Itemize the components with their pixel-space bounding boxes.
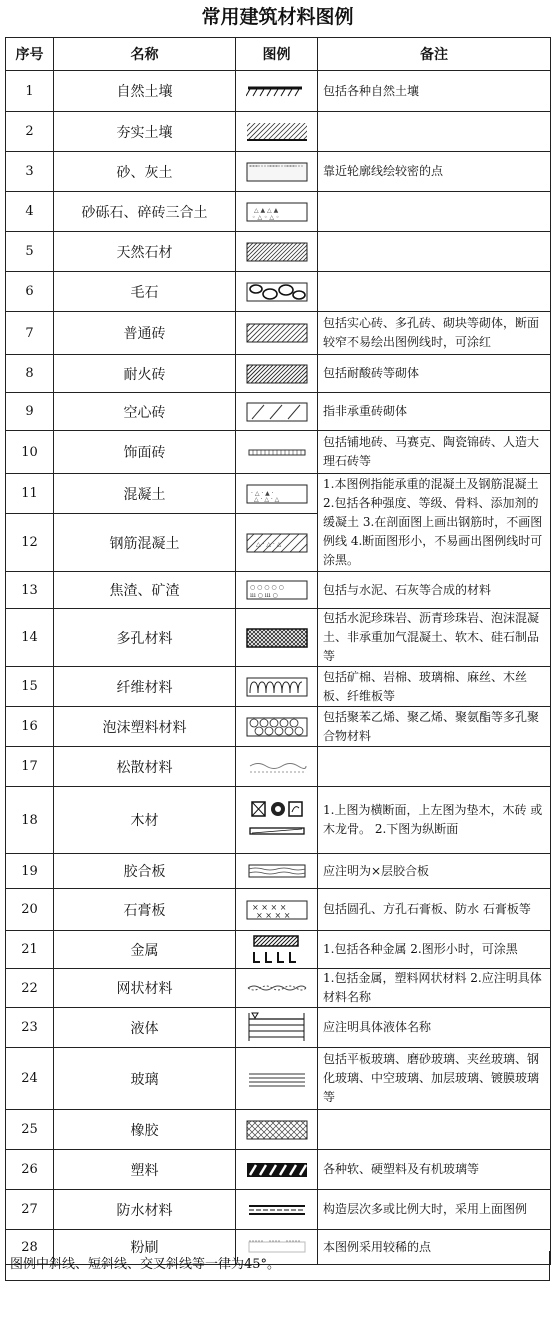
legend-swatch xyxy=(236,272,318,312)
table-row xyxy=(6,1150,551,1190)
remark: 本图例采用较稀的点 xyxy=(318,1230,551,1265)
legend-swatch xyxy=(236,854,318,889)
row-number: 7 xyxy=(6,312,54,355)
row-number: 11 xyxy=(6,474,54,514)
table-row xyxy=(6,787,551,854)
svg-text:◦ △ ◦ △ ◦: ◦ △ ◦ △ ◦ xyxy=(251,213,279,221)
remark: 1.上图为横断面，上左图为垫木，木砖 或木龙骨。 2.下图为纵断面 xyxy=(318,787,551,854)
material-name: 网状材料 xyxy=(54,969,236,1008)
material-name: 木材 xyxy=(54,787,236,854)
remark: 包括聚苯乙烯、聚乙烯、聚氨酯等多孔聚合物材料 xyxy=(318,707,551,747)
table-row xyxy=(6,572,551,609)
row-number: 18 xyxy=(6,787,54,854)
remark xyxy=(318,747,551,787)
table-row xyxy=(6,71,551,112)
table-row xyxy=(6,232,551,272)
remark: 包括铺地砖、马赛克、陶瓷锦砖、人造大理石砖等 xyxy=(318,431,551,474)
table-row xyxy=(6,474,551,514)
remark: 应注明为×层胶合板 xyxy=(318,854,551,889)
table-row xyxy=(6,1110,551,1150)
rconcrete-swatch xyxy=(246,533,308,553)
table-row xyxy=(6,1048,551,1110)
rubber-swatch xyxy=(246,1120,308,1140)
svg-text:· △ · ▲ ·: · △ · ▲ · xyxy=(250,489,274,497)
row-number: 4 xyxy=(6,192,54,232)
page-title: 常用建筑材料图例 xyxy=(201,6,354,28)
row-number: 12 xyxy=(6,514,54,572)
remark: 指非承重砖砌体 xyxy=(318,393,551,431)
brick-swatch xyxy=(246,323,308,343)
remark xyxy=(318,1110,551,1150)
row-number: 2 xyxy=(6,112,54,152)
sand-swatch xyxy=(246,162,308,182)
plastic-swatch xyxy=(246,1160,308,1180)
concrete-swatch xyxy=(246,484,308,504)
header-no: 序号 xyxy=(6,38,54,71)
remark: 靠近轮廓线绘较密的点 xyxy=(318,152,551,192)
legend-swatch xyxy=(236,707,318,747)
material-name: 钢筋混凝土 xyxy=(54,514,236,572)
legend-swatch xyxy=(236,393,318,431)
liquid-swatch xyxy=(246,1011,308,1045)
material-name: 橡胶 xyxy=(54,1110,236,1150)
legend-swatch xyxy=(236,747,318,787)
legend-swatch xyxy=(236,1110,318,1150)
stone-swatch xyxy=(246,242,308,262)
row-number: 25 xyxy=(6,1110,54,1150)
material-name: 多孔材料 xyxy=(54,609,236,667)
legend-swatch xyxy=(236,1048,318,1110)
material-name: 毛石 xyxy=(54,272,236,312)
foam-swatch xyxy=(246,717,308,737)
legend-swatch xyxy=(236,232,318,272)
remark: 应注明具体液体名称 xyxy=(318,1008,551,1048)
table-row xyxy=(6,931,551,969)
table-header-row xyxy=(6,38,551,71)
wood-swatch xyxy=(246,800,308,840)
table-row xyxy=(6,355,551,393)
material-name: 纤维材料 xyxy=(54,667,236,707)
legend-swatch xyxy=(236,1150,318,1190)
row-number: 21 xyxy=(6,931,54,969)
row-number: 3 xyxy=(6,152,54,192)
svg-text:× × × ×: × × × × xyxy=(251,902,286,912)
material-name: 玻璃 xyxy=(54,1048,236,1110)
table-row xyxy=(6,707,551,747)
legend-swatch xyxy=(236,1008,318,1048)
row-number: 15 xyxy=(6,667,54,707)
material-name: 饰面砖 xyxy=(54,431,236,474)
table-row xyxy=(6,272,551,312)
metal-swatch xyxy=(246,935,308,965)
table-row xyxy=(6,393,551,431)
soil-swatch xyxy=(246,81,308,101)
table-row xyxy=(6,192,551,232)
glass-swatch xyxy=(246,1069,308,1089)
legend-swatch xyxy=(236,431,318,474)
row-number: 1 xyxy=(6,71,54,112)
remark xyxy=(318,272,551,312)
legend-swatch xyxy=(236,112,318,152)
remark: 包括实心砖、多孔砖、砌块等砌体，断面较窄不易绘出图例线时，可涂红 xyxy=(318,312,551,355)
table-row xyxy=(6,969,551,1008)
legend-swatch xyxy=(236,609,318,667)
legend-swatch xyxy=(236,312,318,355)
slag-swatch xyxy=(246,580,308,600)
row-number: 24 xyxy=(6,1048,54,1110)
table-row xyxy=(6,889,551,931)
material-name: 天然石材 xyxy=(54,232,236,272)
material-name: 防水材料 xyxy=(54,1190,236,1230)
material-name: 石膏板 xyxy=(54,889,236,931)
material-name: 耐火砖 xyxy=(54,355,236,393)
material-name: 空心砖 xyxy=(54,393,236,431)
header-remark: 备注 xyxy=(318,38,551,71)
remark: 包括与水泥、石灰等合成的材料 xyxy=(318,572,551,609)
firebrick-swatch xyxy=(246,364,308,384)
row-number: 22 xyxy=(6,969,54,1008)
legend-swatch xyxy=(236,1190,318,1230)
svg-text:△ · △ · △: △ · △ · △ xyxy=(255,540,281,548)
material-name: 混凝土 xyxy=(54,474,236,514)
remark: 包括平板玻璃、磨砂玻璃、夹丝玻璃、钢化玻璃、中空玻璃、加层玻璃、镀膜玻璃等 xyxy=(318,1048,551,1110)
svg-text:△ · △ · △: △ · △ · △ xyxy=(253,495,279,503)
svg-text:△ ▲ △ ▲: △ ▲ △ ▲ xyxy=(253,206,278,214)
table-row xyxy=(6,609,551,667)
legend-swatch xyxy=(236,192,318,232)
row-number: 27 xyxy=(6,1190,54,1230)
row-number: 8 xyxy=(6,355,54,393)
legend-swatch xyxy=(236,514,318,572)
remark: 1.本图例指能承重的混凝土及钢筋混凝土 2.包括各种强度、等级、骨料、添加剂的缓凝土 3.在剖面图上画出钢筋时，不画图例线 4.断面图形小，不易画出图例线时可涂黑。 xyxy=(318,474,551,572)
material-name: 胶合板 xyxy=(54,854,236,889)
table-row xyxy=(6,152,551,192)
porous-swatch xyxy=(246,628,308,648)
legend-swatch xyxy=(236,969,318,1008)
gypsum-swatch xyxy=(246,900,308,920)
material-name: 焦渣、矿渣 xyxy=(54,572,236,609)
material-name: 液体 xyxy=(54,1008,236,1048)
remark xyxy=(318,192,551,232)
tile-swatch xyxy=(246,442,308,462)
hollow-swatch xyxy=(246,402,308,422)
table-row xyxy=(6,112,551,152)
row-number: 26 xyxy=(6,1150,54,1190)
legend-swatch xyxy=(236,152,318,192)
remark: 包括矿棉、岩棉、玻璃棉、麻丝、木丝板、纤维板等 xyxy=(318,667,551,707)
legend-swatch xyxy=(236,889,318,931)
svg-text:ııı ○ ııı ○: ııı ○ ııı ○ xyxy=(249,592,278,599)
legend-swatch xyxy=(236,572,318,609)
row-number: 17 xyxy=(6,747,54,787)
header-name: 名称 xyxy=(54,38,236,71)
material-name: 自然土壤 xyxy=(54,71,236,112)
plywood-swatch xyxy=(246,861,308,881)
table-body xyxy=(6,71,551,1265)
material-name: 砂砾石、碎砖三合土 xyxy=(54,192,236,232)
table-row xyxy=(6,854,551,889)
legend-swatch xyxy=(236,931,318,969)
material-name: 普通砖 xyxy=(54,312,236,355)
remark: 各种软、硬塑料及有机玻璃等 xyxy=(318,1150,551,1190)
legend-swatch xyxy=(236,474,318,514)
rammed-swatch xyxy=(246,122,308,142)
row-number: 20 xyxy=(6,889,54,931)
svg-text:× × × ×: × × × × xyxy=(255,910,290,920)
remark xyxy=(318,232,551,272)
material-name: 砂、灰土 xyxy=(54,152,236,192)
remark xyxy=(318,112,551,152)
mesh-swatch xyxy=(246,978,308,998)
remark: 包括圆孔、方孔石膏板、防水 石膏板等 xyxy=(318,889,551,931)
legend-swatch xyxy=(236,667,318,707)
row-number: 19 xyxy=(6,854,54,889)
row-number: 5 xyxy=(6,232,54,272)
row-number: 28 xyxy=(6,1230,54,1265)
header-swatch: 图例 xyxy=(236,38,318,71)
material-name: 泡沫塑料材料 xyxy=(54,707,236,747)
remark: 包括各种自然土壤 xyxy=(318,71,551,112)
table-row xyxy=(6,312,551,355)
materials-legend-table xyxy=(5,37,551,1265)
row-number: 14 xyxy=(6,609,54,667)
row-number: 16 xyxy=(6,707,54,747)
material-name: 夯实土壤 xyxy=(54,112,236,152)
remark: 1.包括各种金属 2.图形小时，可涂黑 xyxy=(318,931,551,969)
material-name: 粉刷 xyxy=(54,1230,236,1265)
table-row xyxy=(6,1190,551,1230)
row-number: 10 xyxy=(6,431,54,474)
legend-swatch xyxy=(236,355,318,393)
footnote: 图例中斜线、短斜线、交叉斜线等一律为45°。 xyxy=(5,1251,550,1281)
row-number: 9 xyxy=(6,393,54,431)
rubble-swatch xyxy=(246,282,308,302)
fiber-swatch xyxy=(246,677,308,697)
remark: 1.包括金属，塑料网状材料 2.应注明具体材料名称 xyxy=(318,969,551,1008)
remark: 包括水泥珍珠岩、沥青珍珠岩、泡沫混凝土、非承重加气混凝土、软木、硅石制品等 xyxy=(318,609,551,667)
loose-swatch xyxy=(246,757,308,777)
legend-swatch xyxy=(236,787,318,854)
table-row xyxy=(6,747,551,787)
table-row xyxy=(6,667,551,707)
remark: 包括耐酸砖等砌体 xyxy=(318,355,551,393)
remark: 构造层次多或比例大时，采用上面图例 xyxy=(318,1190,551,1230)
gravel-swatch xyxy=(246,202,308,222)
table-row xyxy=(6,1008,551,1048)
legend-swatch xyxy=(236,71,318,112)
row-number: 23 xyxy=(6,1008,54,1048)
material-name: 塑料 xyxy=(54,1150,236,1190)
row-number: 6 xyxy=(6,272,54,312)
row-number: 13 xyxy=(6,572,54,609)
material-name: 金属 xyxy=(54,931,236,969)
waterproof-swatch xyxy=(246,1200,308,1220)
table-row xyxy=(6,431,551,474)
material-name: 松散材料 xyxy=(54,747,236,787)
svg-text:○ ○ ○ ○ ○: ○ ○ ○ ○ ○ xyxy=(249,584,284,591)
